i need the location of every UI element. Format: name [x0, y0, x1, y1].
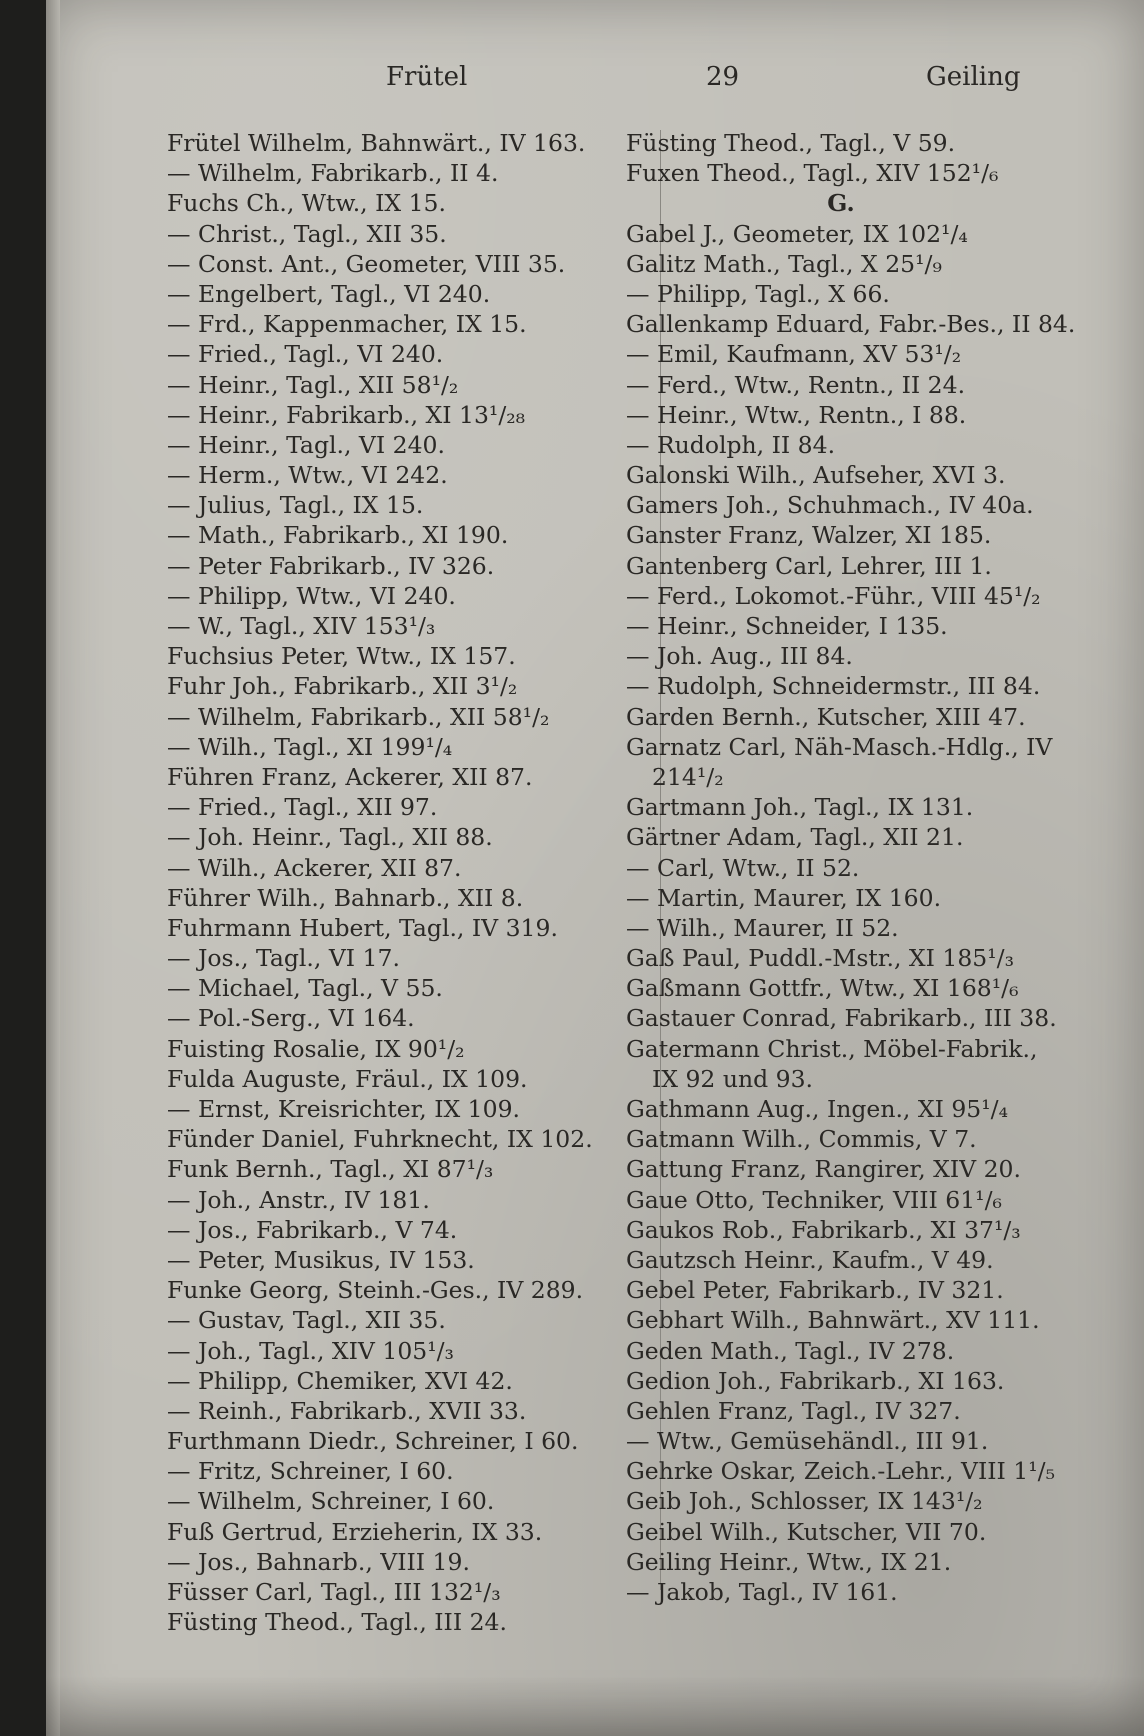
directory-entry: — Joh. Aug., III 84. — [626, 642, 853, 671]
directory-entry: — W., Tagl., XIV 153¹/₃ — [167, 612, 436, 640]
directory-entry: Fuxen Theod., Tagl., XIV 152¹/₆ — [626, 159, 999, 188]
directory-entry: Galonski Wilh., Aufseher, XVI 3. — [626, 461, 1006, 490]
page-header — [166, 62, 1086, 102]
directory-entry: Gebel Peter, Fabrikarb., IV 321. — [626, 1276, 1004, 1305]
directory-entry: — Ferd., Lokomot.-Führ., VIII 45¹/₂ — [626, 581, 1041, 610]
directory-entry: — Julius, Tagl., IX 15. — [167, 491, 424, 520]
directory-entry: Gantenberg Carl, Lehrer, III 1. — [626, 551, 992, 580]
directory-entry: — Philipp, Tagl., X 66. — [626, 279, 890, 308]
directory-entry: Führen Franz, Ackerer, XII 87. — [167, 762, 533, 791]
directory-entry: — Heinr., Wtw., Rentn., I 88. — [626, 400, 967, 429]
directory-entry: Gatmann Wilh., Commis, V 7. — [626, 1125, 977, 1154]
directory-entry: — Jakob, Tagl., IV 161. — [626, 1578, 898, 1606]
directory-entry: — Carl, Wtw., II 52. — [626, 853, 860, 882]
directory-entry: — Wilh., Tagl., XI 199¹/₄ — [167, 732, 453, 761]
directory-entry: Gedion Joh., Fabrikarb., XI 163. — [626, 1366, 1005, 1395]
directory-entry: — Christ., Tagl., XII 35. — [167, 219, 447, 248]
directory-entry: Gabel J., Geometer, IX 102¹/₄ — [626, 219, 968, 248]
directory-entry: — Jos., Tagl., VI 17. — [167, 944, 400, 973]
directory-entry: — Philipp, Wtw., VI 240. — [167, 581, 456, 610]
directory-entry: Gatermann Christ., Möbel-Fabrik., — [626, 1034, 1038, 1063]
directory-entry: Garnatz Carl, Näh-Masch.-Hdlg., IV — [626, 732, 1053, 761]
directory-entry: — Herm., Wtw., VI 242. — [167, 461, 448, 490]
directory-entry: — Pol.-Serg., VI 164. — [167, 1004, 415, 1033]
directory-entry: — Const. Ant., Geometer, VIII 35. — [167, 249, 566, 278]
directory-entry: Fuß Gertrud, Erzieherin, IX 33. — [167, 1517, 543, 1546]
directory-entry: — Peter, Musikus, IV 153. — [167, 1245, 475, 1274]
left-column — [167, 128, 667, 1637]
directory-entry: Gaukos Rob., Fabrikarb., XI 37¹/₃ — [626, 1215, 1021, 1244]
directory-entry: — Philipp, Chemiker, XVI 42. — [167, 1366, 513, 1395]
directory-entry: Gamers Joh., Schuhmach., IV 40a. — [626, 491, 1034, 520]
directory-entry: — Wilh., Maurer, II 52. — [626, 913, 899, 942]
directory-entry: — Jos., Fabrikarb., V 74. — [167, 1215, 458, 1244]
directory-entry: — Engelbert, Tagl., VI 240. — [167, 279, 491, 308]
directory-entry: Füsting Theod., Tagl., V 59. — [626, 129, 956, 157]
directory-entry: Füsser Carl, Tagl., III 132¹/₃ — [167, 1578, 501, 1606]
directory-entry: Füsting Theod., Tagl., III 24. — [167, 1608, 507, 1637]
directory-entry: — Wilhelm, Schreiner, I 60. — [167, 1487, 495, 1516]
page-number: 29 — [706, 62, 740, 92]
directory-entry: — Ernst, Kreisrichter, IX 109. — [167, 1095, 521, 1123]
directory-entry: — Wilh., Ackerer, XII 87. — [167, 853, 462, 882]
directory-entry: Geiling Heinr., Wtw., IX 21. — [626, 1547, 952, 1576]
directory-entry: Fulda Auguste, Fräul., IX 109. — [167, 1064, 528, 1093]
directory-entry: — Wtw., Gemüsehändl., III 91. — [626, 1427, 989, 1456]
directory-entry: Frütel Wilhelm, Bahnwärt., IV 163. — [167, 129, 586, 157]
directory-entry: — Rudolph, II 84. — [626, 430, 836, 459]
directory-entry: — Heinr., Tagl., XII 58¹/₂ — [167, 370, 459, 399]
directory-entry: — Wilhelm, Fabrikarb., XII 58¹/₂ — [167, 702, 550, 731]
directory-entry: — Heinr., Schneider, I 135. — [626, 612, 948, 640]
directory-entry: — Ferd., Wtw., Rentn., II 24. — [626, 370, 966, 399]
directory-entry: Geibel Wilh., Kutscher, VII 70. — [626, 1517, 987, 1546]
directory-entry: Gaue Otto, Techniker, VIII 61¹/₆ — [626, 1185, 1002, 1214]
directory-entry: Gathmann Aug., Ingen., XI 95¹/₄ — [626, 1095, 1009, 1123]
directory-entry: — Gustav, Tagl., XII 35. — [167, 1306, 446, 1335]
directory-entry: — Rudolph, Schneidermstr., III 84. — [626, 672, 1041, 701]
directory-entry: Gartmann Joh., Tagl., IX 131. — [626, 793, 974, 822]
directory-entry: Fuhrmann Hubert, Tagl., IV 319. — [167, 913, 558, 942]
directory-entry: — Joh., Tagl., XIV 105¹/₃ — [167, 1336, 454, 1365]
directory-entry: Gaß Paul, Puddl.-Mstr., XI 185¹/₃ — [626, 944, 1014, 973]
directory-entry: Gärtner Adam, Tagl., XII 21. — [626, 823, 964, 852]
directory-entry: — Peter Fabrikarb., IV 326. — [167, 551, 495, 580]
directory-entry: Gastauer Conrad, Fabrikarb., III 38. — [626, 1004, 1057, 1033]
directory-entry: — Reinh., Fabrikarb., XVII 33. — [167, 1396, 527, 1425]
directory-entry: Furthmann Diedr., Schreiner, I 60. — [167, 1427, 579, 1456]
directory-entry: — Fried., Tagl., VI 240. — [167, 340, 444, 369]
directory-entry: Gebhart Wilh., Bahnwärt., XV 111. — [626, 1306, 1040, 1335]
directory-entry: Gaßmann Gottfr., Wtw., XI 168¹/₆ — [626, 974, 1019, 1003]
directory-entry: — Martin, Maurer, IX 160. — [626, 883, 942, 912]
directory-entry: — Wilhelm, Fabrikarb., II 4. — [167, 159, 499, 188]
directory-entry: Garden Bernh., Kutscher, XIII 47. — [626, 702, 1026, 731]
directory-entry: — Joh. Heinr., Tagl., XII 88. — [167, 823, 493, 852]
directory-entry: — Emil, Kaufmann, XV 53¹/₂ — [626, 340, 962, 369]
directory-entry: — Math., Fabrikarb., XI 190. — [167, 521, 509, 550]
directory-entry: Gallenkamp Eduard, Fabr.-Bes., II 84. — [626, 310, 1076, 339]
directory-entry: — Jos., Bahnarb., VIII 19. — [167, 1547, 470, 1576]
directory-entry: Funke Georg, Steinh.-Ges., IV 289. — [167, 1276, 584, 1305]
page-edge — [46, 0, 60, 1736]
directory-entry: Fuisting Rosalie, IX 90¹/₂ — [167, 1034, 465, 1063]
entry-continuation: IX 92 und 93. — [652, 1064, 814, 1093]
directory-entry: — Joh., Anstr., IV 181. — [167, 1185, 430, 1214]
directory-page — [46, 0, 1144, 1736]
directory-entry: — Fritz, Schreiner, I 60. — [167, 1457, 454, 1486]
directory-entry: — Heinr., Tagl., VI 240. — [167, 430, 445, 459]
directory-entry: Geib Joh., Schlosser, IX 143¹/₂ — [626, 1487, 983, 1516]
directory-entry: Gehrke Oskar, Zeich.-Lehr., VIII 1¹/₅ — [626, 1457, 1056, 1486]
directory-entry: Fünder Daniel, Fuhrknecht, IX 102. — [167, 1125, 593, 1154]
directory-entry: Geden Math., Tagl., IV 278. — [626, 1336, 955, 1365]
directory-entry: Gattung Franz, Rangirer, XIV 20. — [626, 1155, 1021, 1184]
directory-entry: Ganster Franz, Walzer, XI 185. — [626, 521, 992, 550]
directory-entry: — Michael, Tagl., V 55. — [167, 974, 443, 1003]
header-right-keyword: Geiling — [926, 62, 1021, 92]
directory-entry: Funk Bernh., Tagl., XI 87¹/₃ — [167, 1155, 494, 1184]
right-column — [626, 128, 1144, 1607]
directory-entry: Gehlen Franz, Tagl., IV 327. — [626, 1396, 961, 1425]
entry-continuation: 214¹/₂ — [652, 762, 724, 791]
directory-entry: Gautzsch Heinr., Kaufm., V 49. — [626, 1245, 994, 1274]
section-letter: G. — [827, 189, 855, 218]
directory-entry: — Fried., Tagl., XII 97. — [167, 793, 438, 822]
directory-entry: Galitz Math., Tagl., X 25¹/₉ — [626, 249, 942, 278]
header-left-keyword: Frütel — [386, 62, 468, 92]
directory-entry: — Heinr., Fabrikarb., XI 13¹/₂₈ — [167, 400, 526, 429]
directory-entry: Fuhr Joh., Fabrikarb., XII 3¹/₂ — [167, 672, 518, 701]
directory-entry: Fuchsius Peter, Wtw., IX 157. — [167, 642, 516, 671]
directory-entry: — Frd., Kappenmacher, IX 15. — [167, 310, 527, 339]
directory-entry: Fuchs Ch., Wtw., IX 15. — [167, 189, 446, 218]
directory-entry: Führer Wilh., Bahnarb., XII 8. — [167, 883, 524, 912]
page-bottom-shadow — [46, 1676, 1144, 1736]
